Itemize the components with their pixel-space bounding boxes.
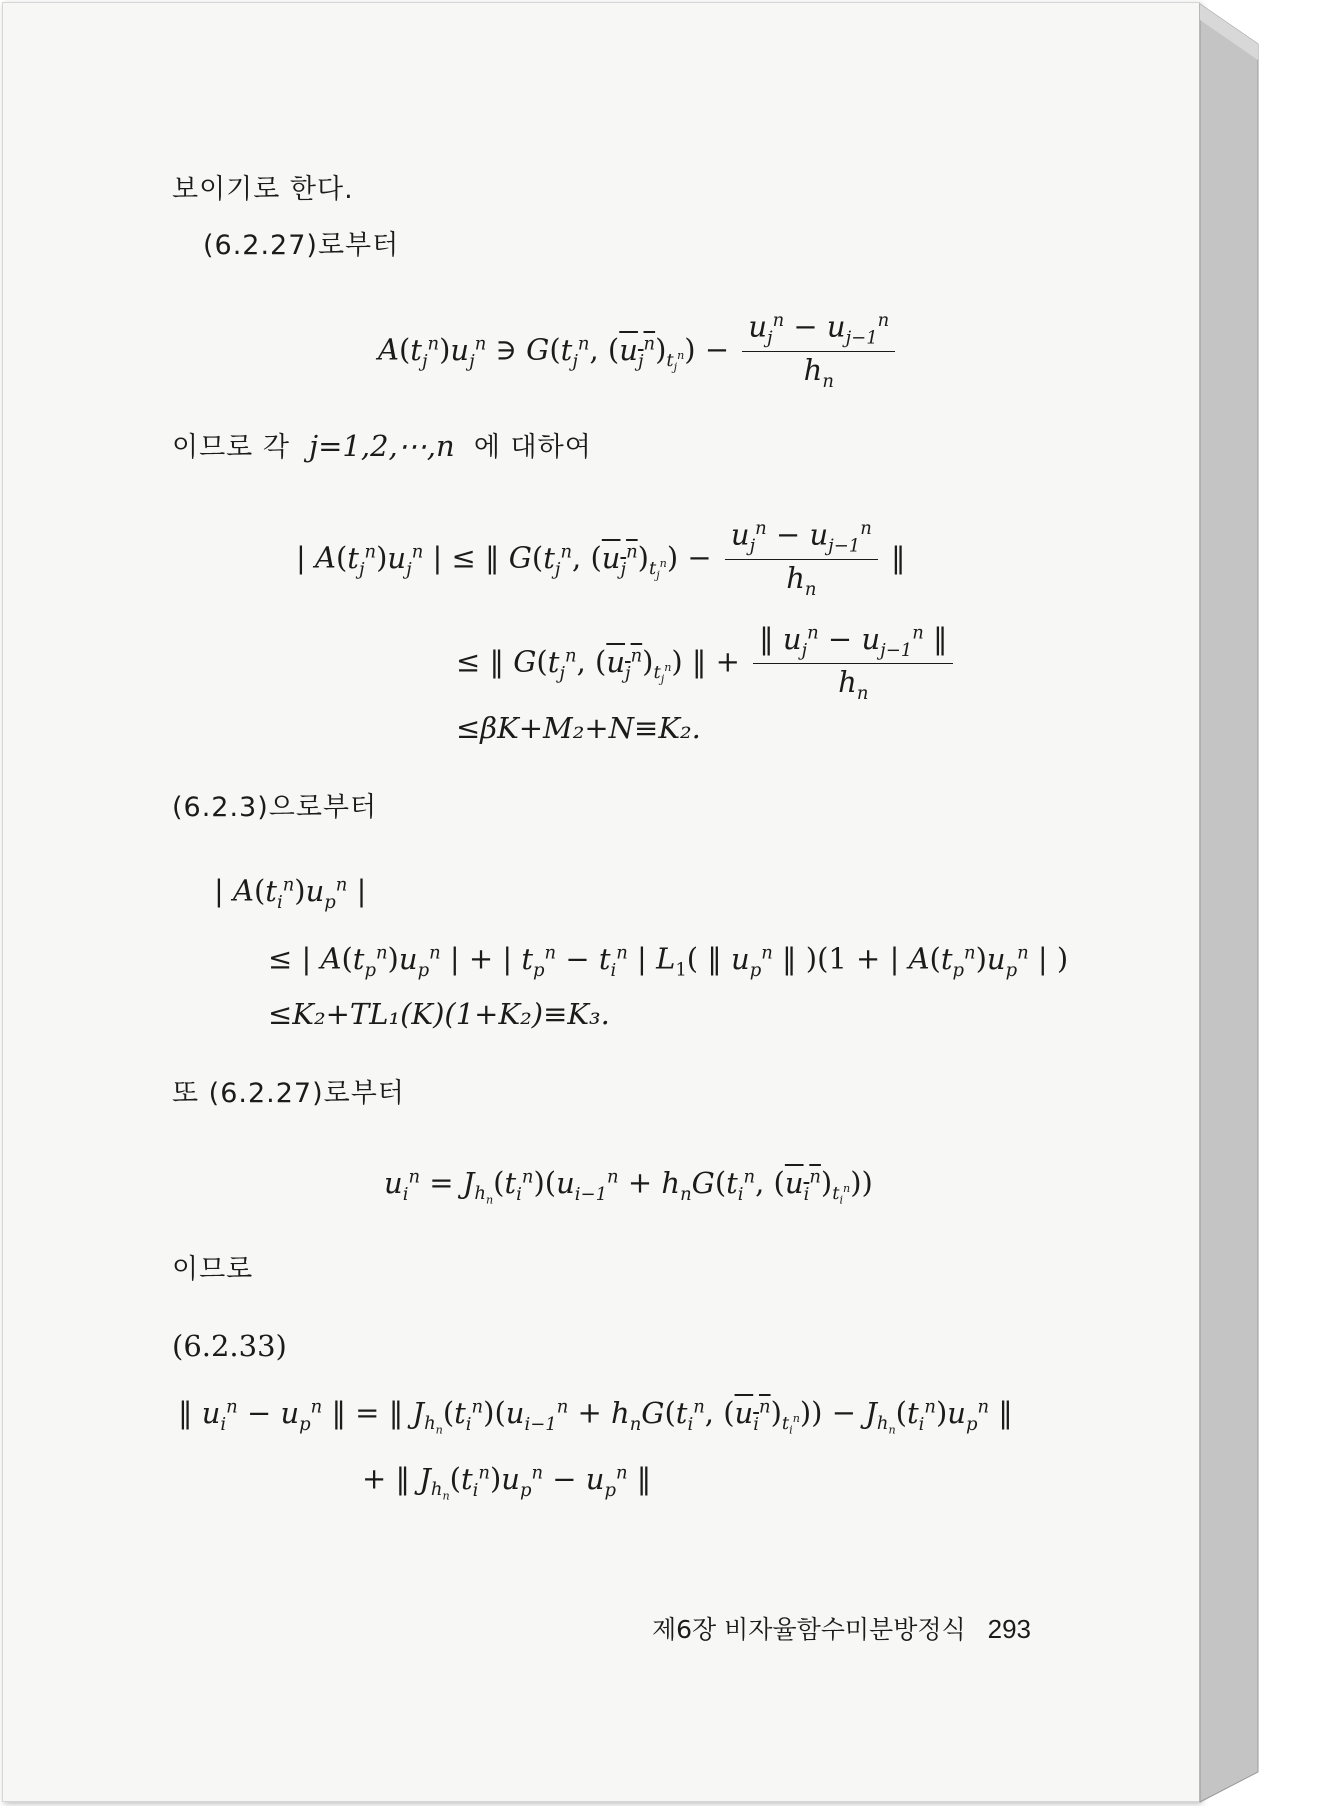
text-line-2: (6.2.27)로부터 [203, 230, 400, 261]
chapter-title: 제6장 비자율함수미분방정식 [652, 1615, 966, 1644]
text-line-5: 또 (6.2.27)로부터 [172, 1078, 405, 1109]
equation-3c: ≤K₂+TL₁(K)(1+K₂)≡K₃. [268, 997, 610, 1031]
equation-label: (6.2.33) [172, 1329, 287, 1363]
text-line-3b: j=1,2,⋯,n [309, 429, 455, 463]
equation-1: $A(t_j^n)u_j^n$ ∋ $G(t_j^n$, $(u_j^n)_{t_j^n}$) − $\frac{u_j^n - u_{j-1}^n}{h_n}$ [378, 312, 899, 391]
text-line-3 [172, 429, 592, 463]
text-line-4: (6.2.3)으로부터 [172, 792, 378, 823]
equation-2c: ≤βK+M₂+N≡K₂. [456, 711, 701, 745]
equation-3a: | $A(t_i^n)u_p^n$ | [214, 873, 367, 913]
text-line-6: 이므로 [172, 1254, 254, 1285]
equation-5b: + ‖ $J_{h_n}(t_i^n)u_p^n - u_p^n$ ‖ [362, 1461, 652, 1504]
equation-5a: ‖ $u_i^n - u_p^n$ ‖ = ‖ $J_{h_n}(t_i^n)(u_{i-1}^n + h_nG(t_i^n$, $(u_i^n)_{t_i^n})) - J_{h_n}(t_i^n)u_p^n$ ‖ [178, 1395, 1013, 1438]
text-line-1: 보이기로 한다. [172, 174, 354, 205]
page-footer [652, 1610, 1031, 1646]
equation-3b: ≤ | $A(t_p^n)u_p^n$ | + | $t_p^n - t_i^n$ | $L_1$( ‖ $u_p^n$ ‖ )(1 + | $A(t_p^n)u_p^n$ | ) [268, 941, 1069, 981]
equation-2b: ≤ ‖ $G(t_j^n$, $(u_j^n)_{t_j^n}$) ‖ + $\frac{‖ u_j^n - u_{j-1}^n ‖}{h_n}$ [456, 624, 957, 703]
equation-4: $u_i^n = J_{h_n}(t_i^n)(u_{i-1}^n + h_nG(t_i^n$, $(u_i^n)_{t_i^n}$)) [384, 1165, 873, 1208]
text-line-3a: 이므로 각 [172, 432, 290, 463]
text-line-3c: 에 대하여 [473, 432, 592, 463]
equation-2a: | $A(t_j^n)u_j^n$ | ≤ ‖ $G(t_j^n$, $(u_j^n)_{t_j^n}$) − $\frac{u_j^n - u_{j-1}^n}{h_n}$ ‖ [296, 517, 906, 601]
page-number: 293 [987, 1614, 1031, 1644]
